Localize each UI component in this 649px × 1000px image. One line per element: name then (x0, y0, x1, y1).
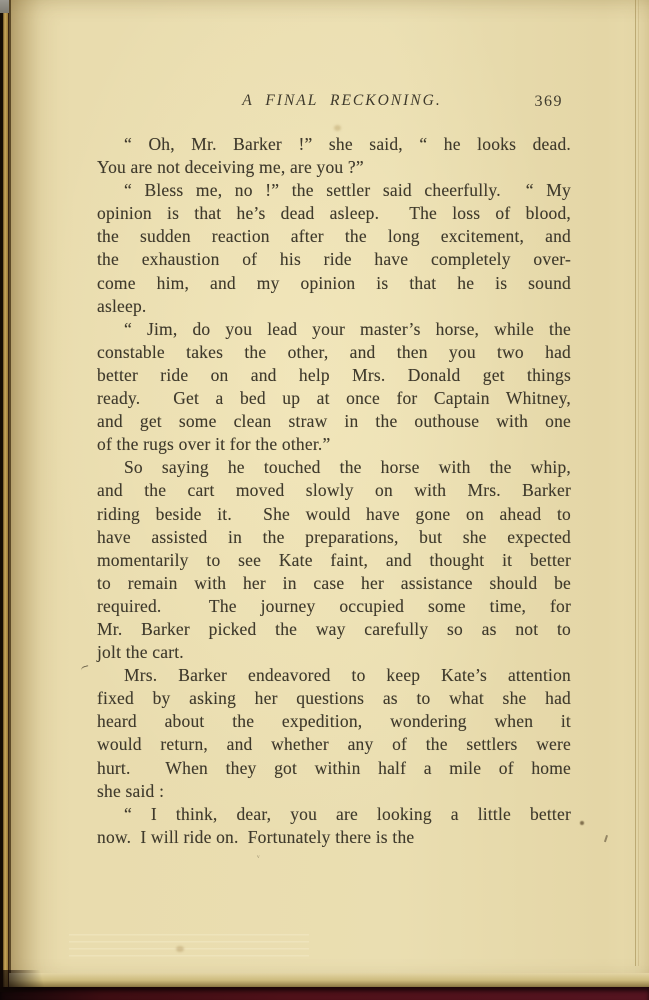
text-line: jolt the cart. (97, 642, 184, 663)
text-line: constable takes the other, and then you two had (97, 341, 571, 362)
page-edge-line (635, 0, 637, 966)
text-line: hurt. When they got within half a mile of home (97, 757, 571, 778)
ink-mark (80, 665, 89, 673)
running-title: A FINAL RECKONING. (242, 92, 442, 109)
paper-speck (334, 125, 341, 131)
text-line: now. I will ride on. Fortunately there is the (97, 826, 415, 847)
text-block (97, 133, 571, 849)
text-line: of the rugs over it for the other.” (97, 434, 331, 455)
text-line: opinion is that he’s dead asleep. The loss of blood, (97, 203, 571, 224)
page-header (97, 92, 571, 114)
scan-corner-artifact (0, 0, 9, 13)
text-line: have assisted in the preparations, but she expected (97, 526, 571, 547)
book-gutter-line (8, 0, 11, 1000)
text-line: to remain with her in case her assistance should be (97, 572, 571, 593)
paper-speck (604, 835, 608, 842)
page-number: 369 (534, 93, 563, 110)
text-line: Mrs. Barker endeavored to keep Kate’s attention (124, 665, 571, 686)
paper-speck (176, 946, 184, 952)
text-line: “ Bless me, no !” the settler said cheerfully. “ My (124, 180, 571, 201)
text-line: asleep. (97, 295, 147, 316)
text-line: heard about the expedition, wondering when it (97, 711, 571, 732)
text-line: You are not deceiving me, are you ?” (97, 157, 364, 178)
text-line: the exhaustion of his ride have completely over- (97, 249, 571, 270)
text-line: she said : (97, 780, 165, 801)
text-line: come him, and my opinion is that he is sound (97, 272, 571, 293)
text-line: required. The journey occupied some time, for (97, 595, 571, 616)
paper-speck (580, 821, 584, 825)
text-line: riding beside it. She would have gone on ahead to (97, 503, 571, 524)
book-cover-bottom (0, 987, 649, 1000)
text-line: “ Jim, do you lead your master’s horse, while the (124, 318, 571, 339)
text-line: “ Oh, Mr. Barker !” she said, “ he looks dead. (124, 134, 571, 154)
text-line: Mr. Barker picked the way carefully so as not to (97, 618, 571, 639)
stacked-page-edges (69, 934, 309, 960)
text-line: momentarily to see Kate faint, and thought it better (97, 549, 571, 570)
text-line: would return, and whether any of the settlers were (97, 734, 571, 755)
text-line: the sudden reaction after the long excitement, and (97, 226, 571, 247)
page-edge-line (638, 0, 639, 966)
text-line: and the cart moved slowly on with Mrs. Barker (97, 480, 571, 501)
text-line: and get some clean straw in the outhouse with one (97, 411, 571, 432)
text-line: fixed by asking her questions as to what she had (97, 688, 571, 709)
text-line: So saying he touched the horse with the whip, (124, 457, 571, 478)
text-line: ready. Get a bed up at once for Captain Whitney, (97, 388, 571, 409)
bottom-corner-shadow (0, 970, 60, 992)
paper-speck: ᵥ (257, 849, 260, 859)
text-line: better ride on and help Mrs. Donald get things (97, 364, 571, 385)
book-page (9, 0, 649, 988)
text-line: “ I think, dear, you are looking a little better (124, 803, 571, 824)
